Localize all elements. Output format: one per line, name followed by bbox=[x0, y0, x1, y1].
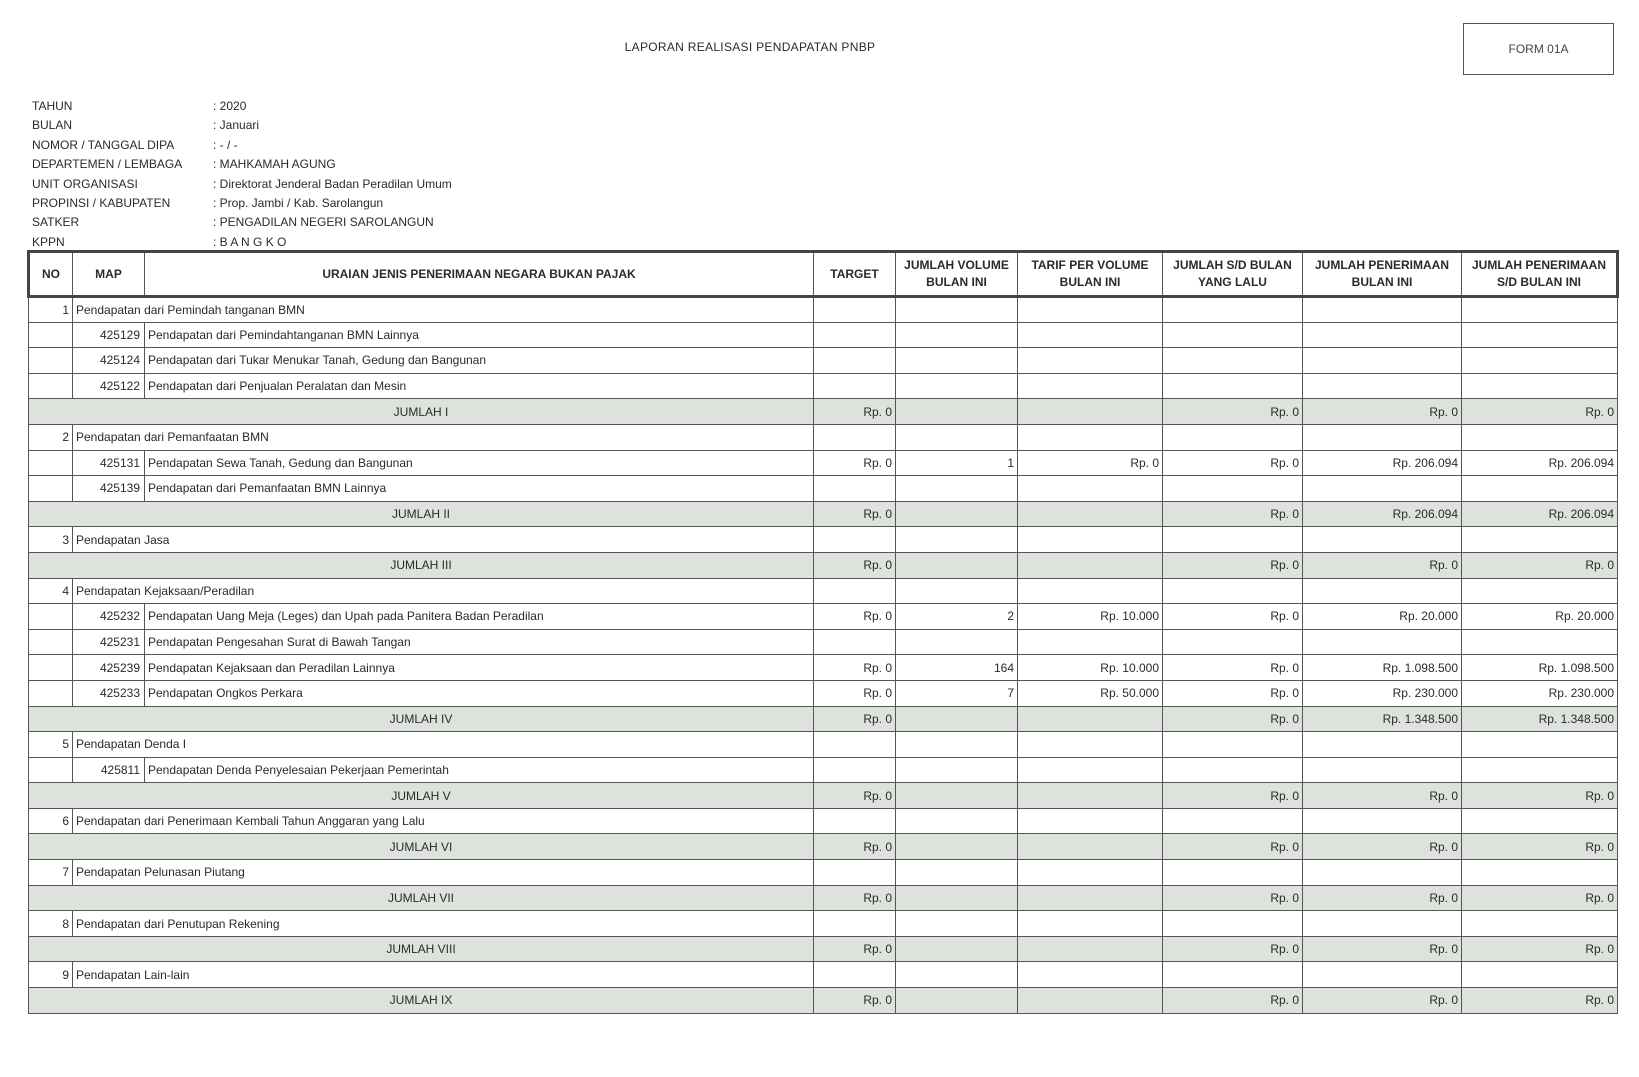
pnbp-table bbox=[27, 250, 1619, 1014]
empty-cell bbox=[896, 962, 1018, 988]
info-label: NOMOR / TANGGAL DIPA bbox=[32, 137, 175, 152]
empty-cell bbox=[1462, 732, 1618, 758]
row-no bbox=[29, 373, 73, 399]
table-body bbox=[29, 297, 1618, 1014]
empty-cell bbox=[1303, 911, 1462, 937]
empty-cell bbox=[896, 578, 1018, 604]
report-title: LAPORAN REALISASI PENDAPATAN PNBP bbox=[624, 40, 876, 54]
empty-cell bbox=[1018, 860, 1163, 886]
header-sd-lalu: JUMLAH S/D BULAN YANG LALU bbox=[1163, 252, 1303, 297]
empty-cell bbox=[1303, 424, 1462, 450]
item-row bbox=[29, 322, 1618, 348]
row-uraian: Pendapatan dari Pemindah tanganan BMN bbox=[73, 297, 814, 323]
total-tarif bbox=[1018, 706, 1163, 732]
row-tarif: Rp. 50.000 bbox=[1018, 680, 1163, 706]
info-value: : PENGADILAN NEGERI SAROLANGUN bbox=[213, 215, 434, 230]
header-map: MAP bbox=[73, 252, 145, 297]
row-sd-ini bbox=[1462, 757, 1618, 783]
header-tarif: TARIF PER VOLUME BULAN INI bbox=[1018, 252, 1163, 297]
row-uraian: Pendapatan Kejaksaan dan Peradilan Lainnya bbox=[145, 655, 814, 681]
info-row bbox=[32, 136, 452, 155]
group-row bbox=[29, 578, 1618, 604]
row-no: 2 bbox=[29, 424, 73, 450]
total-row bbox=[29, 501, 1618, 527]
total-target: Rp. 0 bbox=[814, 834, 896, 860]
row-target bbox=[814, 373, 896, 399]
info-value: : Prop. Jambi / Kab. Sarolangun bbox=[213, 196, 384, 211]
total-bulan-ini: Rp. 1.348.500 bbox=[1303, 706, 1462, 732]
total-sd-ini: Rp. 0 bbox=[1462, 399, 1618, 425]
row-uraian: Pendapatan dari Penjualan Peralatan dan Mesin bbox=[145, 373, 814, 399]
info-label: DEPARTEMEN / LEMBAGA bbox=[32, 157, 183, 172]
row-no bbox=[29, 655, 73, 681]
total-sd-ini: Rp. 0 bbox=[1462, 552, 1618, 578]
total-tarif bbox=[1018, 552, 1163, 578]
empty-cell bbox=[1462, 578, 1618, 604]
empty-cell bbox=[896, 527, 1018, 553]
row-tarif bbox=[1018, 476, 1163, 502]
row-uraian: Pendapatan Sewa Tanah, Gedung dan Bangunan bbox=[145, 450, 814, 476]
item-row bbox=[29, 476, 1618, 502]
info-row bbox=[32, 175, 452, 194]
total-target: Rp. 0 bbox=[814, 783, 896, 809]
row-sd-lalu bbox=[1163, 373, 1303, 399]
total-tarif bbox=[1018, 399, 1163, 425]
total-target: Rp. 0 bbox=[814, 552, 896, 578]
row-uraian: Pendapatan Lain-lain bbox=[73, 962, 814, 988]
total-target: Rp. 0 bbox=[814, 501, 896, 527]
total-bulan-ini: Rp. 0 bbox=[1303, 988, 1462, 1014]
empty-cell bbox=[1018, 911, 1163, 937]
report-info bbox=[32, 97, 452, 252]
row-no: 7 bbox=[29, 860, 73, 886]
total-target: Rp. 0 bbox=[814, 706, 896, 732]
total-label: JUMLAH IV bbox=[29, 706, 814, 732]
empty-cell bbox=[1018, 424, 1163, 450]
info-row bbox=[32, 116, 452, 135]
total-label: JUMLAH VIII bbox=[29, 936, 814, 962]
total-row bbox=[29, 834, 1618, 860]
empty-cell bbox=[1163, 297, 1303, 323]
total-row bbox=[29, 885, 1618, 911]
info-row bbox=[32, 213, 452, 232]
total-row bbox=[29, 552, 1618, 578]
row-no bbox=[29, 680, 73, 706]
row-target: Rp. 0 bbox=[814, 680, 896, 706]
empty-cell bbox=[1303, 860, 1462, 886]
total-bulan-ini: Rp. 0 bbox=[1303, 834, 1462, 860]
total-label: JUMLAH V bbox=[29, 783, 814, 809]
total-bulan-ini: Rp. 0 bbox=[1303, 885, 1462, 911]
table-header-row bbox=[29, 252, 1618, 297]
empty-cell bbox=[896, 424, 1018, 450]
row-volume: 164 bbox=[896, 655, 1018, 681]
header-bulan-ini: JUMLAH PENERIMAAN BULAN INI bbox=[1303, 252, 1462, 297]
total-sd-lalu: Rp. 0 bbox=[1163, 783, 1303, 809]
row-sd-lalu: Rp. 0 bbox=[1163, 680, 1303, 706]
row-map: 425129 bbox=[73, 322, 145, 348]
row-sd-ini: Rp. 1.098.500 bbox=[1462, 655, 1618, 681]
empty-cell bbox=[896, 732, 1018, 758]
row-sd-ini: Rp. 20.000 bbox=[1462, 604, 1618, 630]
row-uraian: Pendapatan dari Penerimaan Kembali Tahun Anggaran yang Lalu bbox=[73, 808, 814, 834]
row-uraian: Pendapatan Pengesahan Surat di Bawah Tangan bbox=[145, 629, 814, 655]
row-tarif bbox=[1018, 348, 1163, 374]
empty-cell bbox=[1018, 732, 1163, 758]
total-row bbox=[29, 936, 1618, 962]
group-row bbox=[29, 732, 1618, 758]
row-sd-lalu bbox=[1163, 348, 1303, 374]
row-map: 425124 bbox=[73, 348, 145, 374]
total-row bbox=[29, 706, 1618, 732]
row-bulan-ini bbox=[1303, 476, 1462, 502]
info-value: : - / - bbox=[213, 137, 238, 152]
group-row bbox=[29, 424, 1618, 450]
empty-cell bbox=[814, 527, 896, 553]
total-sd-ini: Rp. 0 bbox=[1462, 885, 1618, 911]
empty-cell bbox=[1163, 527, 1303, 553]
form-code-box bbox=[1463, 23, 1614, 75]
total-volume bbox=[896, 501, 1018, 527]
row-uraian: Pendapatan dari Pemindahtanganan BMN Lainnya bbox=[145, 322, 814, 348]
row-target bbox=[814, 757, 896, 783]
row-uraian: Pendapatan dari Pemanfaatan BMN Lainnya bbox=[145, 476, 814, 502]
empty-cell bbox=[814, 962, 896, 988]
row-map: 425131 bbox=[73, 450, 145, 476]
empty-cell bbox=[1163, 860, 1303, 886]
row-map: 425139 bbox=[73, 476, 145, 502]
group-row bbox=[29, 808, 1618, 834]
total-sd-ini: Rp. 0 bbox=[1462, 783, 1618, 809]
row-no bbox=[29, 348, 73, 374]
item-row bbox=[29, 348, 1618, 374]
group-row bbox=[29, 860, 1618, 886]
total-sd-lalu: Rp. 0 bbox=[1163, 988, 1303, 1014]
group-row bbox=[29, 962, 1618, 988]
total-row bbox=[29, 399, 1618, 425]
empty-cell bbox=[1462, 808, 1618, 834]
info-value: : MAHKAMAH AGUNG bbox=[213, 157, 336, 172]
row-bulan-ini: Rp. 20.000 bbox=[1303, 604, 1462, 630]
row-target bbox=[814, 476, 896, 502]
info-label: PROPINSI / KABUPATEN bbox=[32, 196, 171, 211]
item-row bbox=[29, 655, 1618, 681]
row-tarif: Rp. 10.000 bbox=[1018, 604, 1163, 630]
row-volume: 2 bbox=[896, 604, 1018, 630]
total-sd-lalu: Rp. 0 bbox=[1163, 834, 1303, 860]
empty-cell bbox=[814, 808, 896, 834]
group-row bbox=[29, 911, 1618, 937]
info-label: KPPN bbox=[32, 234, 65, 249]
info-value: : 2020 bbox=[213, 99, 247, 113]
info-label: TAHUN bbox=[32, 99, 73, 113]
row-bulan-ini: Rp. 230.000 bbox=[1303, 680, 1462, 706]
info-label: BULAN bbox=[32, 118, 73, 133]
row-map: 425122 bbox=[73, 373, 145, 399]
row-target bbox=[814, 629, 896, 655]
empty-cell bbox=[1303, 297, 1462, 323]
item-row bbox=[29, 604, 1618, 630]
empty-cell bbox=[1163, 911, 1303, 937]
empty-cell bbox=[1163, 808, 1303, 834]
info-row bbox=[32, 194, 452, 213]
empty-cell bbox=[814, 911, 896, 937]
row-target bbox=[814, 322, 896, 348]
info-label: SATKER bbox=[32, 215, 80, 230]
group-row bbox=[29, 297, 1618, 323]
total-label: JUMLAH IX bbox=[29, 988, 814, 1014]
empty-cell bbox=[1018, 808, 1163, 834]
empty-cell bbox=[1163, 962, 1303, 988]
total-bulan-ini: Rp. 0 bbox=[1303, 399, 1462, 425]
item-row bbox=[29, 757, 1618, 783]
header-volume: JUMLAH VOLUME BULAN INI bbox=[896, 252, 1018, 297]
total-target: Rp. 0 bbox=[814, 885, 896, 911]
empty-cell bbox=[1018, 297, 1163, 323]
empty-cell bbox=[814, 297, 896, 323]
empty-cell bbox=[1018, 962, 1163, 988]
total-bulan-ini: Rp. 0 bbox=[1303, 552, 1462, 578]
row-bulan-ini bbox=[1303, 322, 1462, 348]
header-target: TARGET bbox=[814, 252, 896, 297]
empty-cell bbox=[1163, 424, 1303, 450]
total-row bbox=[29, 783, 1618, 809]
empty-cell bbox=[1163, 578, 1303, 604]
total-sd-lalu: Rp. 0 bbox=[1163, 501, 1303, 527]
total-sd-lalu: Rp. 0 bbox=[1163, 936, 1303, 962]
total-target: Rp. 0 bbox=[814, 936, 896, 962]
row-uraian: Pendapatan Pelunasan Piutang bbox=[73, 860, 814, 886]
row-no: 3 bbox=[29, 527, 73, 553]
total-label: JUMLAH VII bbox=[29, 885, 814, 911]
empty-cell bbox=[1462, 297, 1618, 323]
row-bulan-ini bbox=[1303, 348, 1462, 374]
row-no bbox=[29, 450, 73, 476]
empty-cell bbox=[1018, 527, 1163, 553]
row-no bbox=[29, 629, 73, 655]
row-no bbox=[29, 604, 73, 630]
total-sd-ini: Rp. 0 bbox=[1462, 936, 1618, 962]
total-volume bbox=[896, 885, 1018, 911]
row-sd-lalu: Rp. 0 bbox=[1163, 655, 1303, 681]
row-volume: 1 bbox=[896, 450, 1018, 476]
row-tarif bbox=[1018, 322, 1163, 348]
total-tarif bbox=[1018, 783, 1163, 809]
row-uraian: Pendapatan dari Penutupan Rekening bbox=[73, 911, 814, 937]
empty-cell bbox=[1462, 911, 1618, 937]
item-row bbox=[29, 373, 1618, 399]
row-map: 425232 bbox=[73, 604, 145, 630]
row-uraian: Pendapatan dari Pemanfaatan BMN bbox=[73, 424, 814, 450]
total-volume bbox=[896, 988, 1018, 1014]
empty-cell bbox=[1163, 732, 1303, 758]
empty-cell bbox=[814, 578, 896, 604]
row-sd-ini bbox=[1462, 373, 1618, 399]
total-sd-lalu: Rp. 0 bbox=[1163, 885, 1303, 911]
empty-cell bbox=[1462, 962, 1618, 988]
total-sd-lalu: Rp. 0 bbox=[1163, 706, 1303, 732]
total-tarif bbox=[1018, 501, 1163, 527]
empty-cell bbox=[814, 860, 896, 886]
empty-cell bbox=[1303, 808, 1462, 834]
row-sd-ini bbox=[1462, 476, 1618, 502]
total-target: Rp. 0 bbox=[814, 399, 896, 425]
row-bulan-ini: Rp. 206.094 bbox=[1303, 450, 1462, 476]
row-sd-lalu bbox=[1163, 629, 1303, 655]
row-sd-ini: Rp. 206.094 bbox=[1462, 450, 1618, 476]
row-no bbox=[29, 757, 73, 783]
row-volume bbox=[896, 348, 1018, 374]
total-tarif bbox=[1018, 834, 1163, 860]
total-volume bbox=[896, 834, 1018, 860]
row-map: 425231 bbox=[73, 629, 145, 655]
empty-cell bbox=[1018, 578, 1163, 604]
row-no bbox=[29, 476, 73, 502]
total-tarif bbox=[1018, 936, 1163, 962]
total-row bbox=[29, 988, 1618, 1014]
total-label: JUMLAH III bbox=[29, 552, 814, 578]
row-target: Rp. 0 bbox=[814, 450, 896, 476]
total-label: JUMLAH II bbox=[29, 501, 814, 527]
row-sd-ini bbox=[1462, 322, 1618, 348]
empty-cell bbox=[1303, 962, 1462, 988]
row-sd-lalu bbox=[1163, 757, 1303, 783]
total-volume bbox=[896, 552, 1018, 578]
total-volume bbox=[896, 399, 1018, 425]
item-row bbox=[29, 680, 1618, 706]
row-sd-ini bbox=[1462, 348, 1618, 374]
item-row bbox=[29, 450, 1618, 476]
row-uraian: Pendapatan dari Tukar Menukar Tanah, Gedung dan Bangunan bbox=[145, 348, 814, 374]
total-sd-ini: Rp. 1.348.500 bbox=[1462, 706, 1618, 732]
row-target bbox=[814, 348, 896, 374]
row-sd-lalu bbox=[1163, 476, 1303, 502]
total-volume bbox=[896, 936, 1018, 962]
row-no bbox=[29, 322, 73, 348]
info-label: UNIT ORGANISASI bbox=[32, 176, 138, 191]
row-volume bbox=[896, 373, 1018, 399]
row-map: 425811 bbox=[73, 757, 145, 783]
total-sd-ini: Rp. 0 bbox=[1462, 834, 1618, 860]
row-no: 1 bbox=[29, 297, 73, 323]
total-label: JUMLAH VI bbox=[29, 834, 814, 860]
row-no: 9 bbox=[29, 962, 73, 988]
row-map: 425233 bbox=[73, 680, 145, 706]
total-volume bbox=[896, 783, 1018, 809]
total-bulan-ini: Rp. 206.094 bbox=[1303, 501, 1462, 527]
empty-cell bbox=[896, 860, 1018, 886]
info-value: : Direktorat Jenderal Badan Peradilan Umum bbox=[213, 176, 452, 191]
header-no: NO bbox=[29, 252, 73, 297]
total-sd-ini: Rp. 206.094 bbox=[1462, 501, 1618, 527]
row-tarif: Rp. 10.000 bbox=[1018, 655, 1163, 681]
row-uraian: Pendapatan Uang Meja (Leges) dan Upah pada Panitera Badan Peradilan bbox=[145, 604, 814, 630]
row-uraian: Pendapatan Denda Penyelesaian Pekerjaan Pemerintah bbox=[145, 757, 814, 783]
total-label: JUMLAH I bbox=[29, 399, 814, 425]
row-uraian: Pendapatan Kejaksaan/Peradilan bbox=[73, 578, 814, 604]
row-no: 8 bbox=[29, 911, 73, 937]
row-sd-ini bbox=[1462, 629, 1618, 655]
header-sd-ini: JUMLAH PENERIMAAN S/D BULAN INI bbox=[1462, 252, 1618, 297]
row-no: 6 bbox=[29, 808, 73, 834]
item-row bbox=[29, 629, 1618, 655]
empty-cell bbox=[1303, 732, 1462, 758]
row-no: 4 bbox=[29, 578, 73, 604]
row-volume bbox=[896, 322, 1018, 348]
row-target: Rp. 0 bbox=[814, 604, 896, 630]
empty-cell bbox=[814, 424, 896, 450]
header-uraian: URAIAN JENIS PENERIMAAN NEGARA BUKAN PAJAK bbox=[145, 252, 814, 297]
empty-cell bbox=[896, 297, 1018, 323]
row-tarif bbox=[1018, 629, 1163, 655]
empty-cell bbox=[1303, 527, 1462, 553]
row-uraian: Pendapatan Jasa bbox=[73, 527, 814, 553]
info-value: : B A N G K O bbox=[213, 234, 287, 249]
total-sd-ini: Rp. 0 bbox=[1462, 988, 1618, 1014]
info-row bbox=[32, 155, 452, 174]
row-sd-ini: Rp. 230.000 bbox=[1462, 680, 1618, 706]
row-bulan-ini bbox=[1303, 757, 1462, 783]
row-sd-lalu: Rp. 0 bbox=[1163, 450, 1303, 476]
row-volume bbox=[896, 629, 1018, 655]
empty-cell bbox=[1303, 578, 1462, 604]
empty-cell bbox=[1462, 527, 1618, 553]
total-volume bbox=[896, 706, 1018, 732]
group-row bbox=[29, 527, 1618, 553]
row-tarif: Rp. 0 bbox=[1018, 450, 1163, 476]
row-sd-lalu: Rp. 0 bbox=[1163, 604, 1303, 630]
row-uraian: Pendapatan Denda I bbox=[73, 732, 814, 758]
row-bulan-ini: Rp. 1.098.500 bbox=[1303, 655, 1462, 681]
empty-cell bbox=[896, 911, 1018, 937]
empty-cell bbox=[1462, 424, 1618, 450]
empty-cell bbox=[896, 808, 1018, 834]
row-bulan-ini bbox=[1303, 629, 1462, 655]
row-volume bbox=[896, 757, 1018, 783]
row-map: 425239 bbox=[73, 655, 145, 681]
total-sd-lalu: Rp. 0 bbox=[1163, 552, 1303, 578]
row-volume bbox=[896, 476, 1018, 502]
row-tarif bbox=[1018, 757, 1163, 783]
row-bulan-ini bbox=[1303, 373, 1462, 399]
empty-cell bbox=[1462, 860, 1618, 886]
total-sd-lalu: Rp. 0 bbox=[1163, 399, 1303, 425]
total-bulan-ini: Rp. 0 bbox=[1303, 783, 1462, 809]
row-volume: 7 bbox=[896, 680, 1018, 706]
row-tarif bbox=[1018, 373, 1163, 399]
empty-cell bbox=[814, 732, 896, 758]
total-target: Rp. 0 bbox=[814, 988, 896, 1014]
info-row bbox=[32, 97, 452, 116]
row-sd-lalu bbox=[1163, 322, 1303, 348]
row-uraian: Pendapatan Ongkos Perkara bbox=[145, 680, 814, 706]
total-bulan-ini: Rp. 0 bbox=[1303, 936, 1462, 962]
total-tarif bbox=[1018, 988, 1163, 1014]
total-tarif bbox=[1018, 885, 1163, 911]
row-no: 5 bbox=[29, 732, 73, 758]
form-code: FORM 01A bbox=[1508, 42, 1569, 56]
row-target: Rp. 0 bbox=[814, 655, 896, 681]
info-value: : Januari bbox=[213, 118, 260, 133]
